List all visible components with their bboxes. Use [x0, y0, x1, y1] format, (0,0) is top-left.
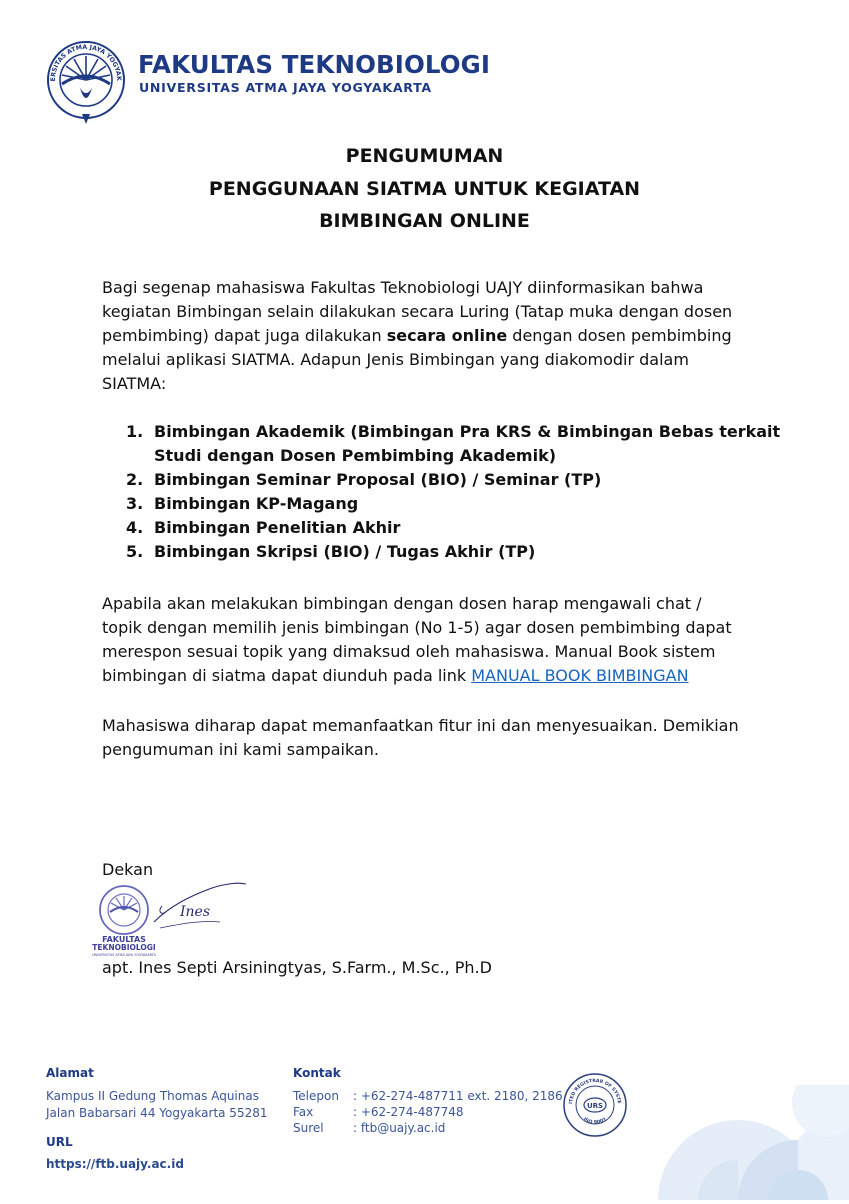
title-line-3: BIMBINGAN ONLINE	[319, 210, 530, 232]
handwritten-signature	[150, 876, 250, 940]
dean-name: apt. Ines Septi Arsiningtyas, S.Farm., M.Sc., Ph.D	[102, 958, 492, 977]
stamp-line-1: FAKULTAS	[102, 935, 146, 944]
contact-fax-value: : +62-274-487748	[353, 1105, 464, 1119]
list-item: 4. Bimbingan Penelitian Akhir	[126, 518, 401, 537]
corner-decoration	[598, 1085, 849, 1204]
footer-alamat-label: Alamat	[46, 1066, 94, 1080]
university-logo	[46, 38, 126, 130]
closing-paragraph: Mahasiswa diharap dapat memanfaatkan fitur ini dan menyesuaikan. Demikian pengumuman ini kami sampaikan.	[102, 716, 739, 759]
contact-fax-label: Fax	[293, 1105, 314, 1119]
badge-center-text: URS	[586, 1102, 604, 1110]
intro-line-3: pembimbing) dapat juga dilakukan secara online dengan dosen pembimbing	[102, 326, 732, 345]
online-emphasis: secara online	[386, 326, 508, 345]
iso-certification-badge	[562, 1072, 628, 1142]
title-line-1: PENGUMUMAN	[345, 145, 504, 167]
instructions-paragraph: Apabila akan melakukan bimbingan dengan dosen harap mengawali chat / topik dengan memilih jenis bimbingan (No 1-5) agar dosen pembimbing dapat merespon sesuai topik yang dimaksud oleh mahasiswa. Manual Book sistem bimbingan di siatma dapat diunduh pada link MANUAL BOOK BIMBINGAN	[102, 594, 732, 685]
list-item: 2. Bimbingan Seminar Proposal (BIO) / Seminar (TP)	[126, 470, 602, 489]
footer-url-label: URL	[46, 1135, 73, 1149]
intro-line-1: Bagi segenap mahasiswa Fakultas Teknobiologi UAJY diinformasikan bahwa	[102, 278, 704, 297]
contact-email-label: Surel	[293, 1121, 324, 1135]
footer-kontak-label: Kontak	[293, 1066, 341, 1080]
manual-book-link[interactable]: MANUAL BOOK BIMBINGAN	[471, 666, 689, 685]
university-name: UNIVERSITAS ATMA JAYA YOGYAKARTA	[139, 80, 432, 95]
badge-top-text: ITED REGISTRAR OF SYSTE	[569, 1078, 621, 1105]
stamp-line-2: TEKNOBIOLOGI	[92, 943, 156, 952]
signatory-role: Dekan	[102, 860, 154, 879]
contact-phone-label: Telepon	[293, 1089, 339, 1103]
intro-line-5: SIATMA:	[102, 374, 167, 393]
list-item: 5. Bimbingan Skripsi (BIO) / Tugas Akhir (TP)	[126, 542, 536, 561]
footer-url-link[interactable]: https://ftb.uajy.ac.id	[46, 1157, 184, 1171]
bimbingan-list	[126, 420, 780, 564]
intro-line-4: melalui aplikasi SIATMA. Adapun Jenis Bimbingan yang diakomodir dalam	[102, 350, 689, 369]
logo-ring-text: ERSITAS ATMA JAYA YOGYAK	[49, 43, 123, 82]
contact-email-value[interactable]: : ftb@uajy.ac.id	[353, 1121, 446, 1135]
faculty-name: FAKULTAS TEKNOBIOLOGI	[138, 50, 491, 79]
list-item: 3. Bimbingan KP-Magang	[126, 494, 359, 513]
contact-phone-value: : +62-274-487711 ext. 2180, 2186	[353, 1089, 563, 1103]
list-item: 1. Bimbingan Akademik (Bimbingan Pra KRS & Bimbingan Bebas terkait Studi dengan Dosen Pembimbing Akademik)	[126, 422, 781, 465]
footer-address-line-2: Jalan Babarsari 44 Yogyakarta 55281	[46, 1106, 268, 1120]
intro-paragraph	[102, 276, 762, 396]
stamp-line-3: UNIVERSITAS ATMA JAYA YOGYAKARTA	[92, 953, 156, 957]
intro-line-2: kegiatan Bimbingan selain dilakukan secara Luring (Tatap muka dengan dosen	[102, 302, 733, 321]
footer-address-line-1: Kampus II Gedung Thomas Aquinas	[46, 1089, 259, 1103]
badge-bottom-text: ISO 9001	[581, 1116, 608, 1126]
title-line-2: PENGGUNAAN SIATMA UNTUK KEGIATAN	[208, 178, 641, 200]
signature-script: Ines	[180, 904, 211, 920]
